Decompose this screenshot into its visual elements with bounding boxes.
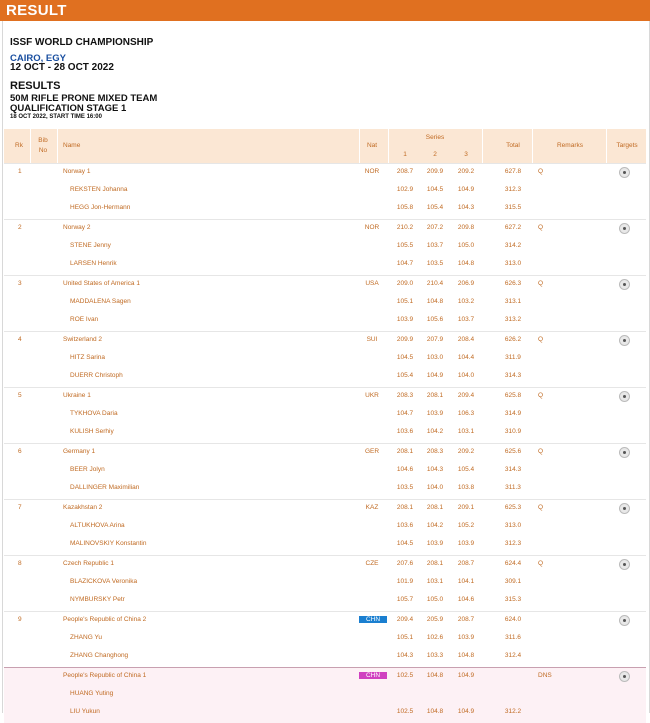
col-nat: Nat bbox=[366, 142, 378, 149]
series-1: 105.1 bbox=[396, 298, 414, 305]
member-name: MADDALENA Sagen bbox=[70, 298, 131, 305]
member-name: ZHANG Changhong bbox=[70, 652, 129, 659]
series-2: 104.2 bbox=[426, 522, 444, 529]
series-2: 102.6 bbox=[426, 634, 444, 641]
team-row bbox=[4, 556, 646, 574]
stage-name: QUALIFICATION STAGE 1 bbox=[10, 103, 127, 114]
total: 627.8 bbox=[504, 168, 522, 175]
target-icon[interactable] bbox=[619, 503, 630, 514]
series-3: 104.8 bbox=[457, 652, 475, 659]
series-1: 101.9 bbox=[396, 578, 414, 585]
series-1: 104.7 bbox=[396, 260, 414, 267]
col-series-1: 1 bbox=[403, 151, 407, 158]
col-targets: Targets bbox=[616, 142, 638, 149]
rank: 4 bbox=[18, 336, 22, 343]
series-2: 104.2 bbox=[426, 428, 444, 435]
total: 311.6 bbox=[505, 634, 521, 641]
result-title: RESULT bbox=[6, 2, 67, 19]
series-2: 103.9 bbox=[426, 410, 444, 417]
target-icon[interactable] bbox=[619, 335, 630, 346]
team-row bbox=[4, 220, 646, 238]
member-row bbox=[4, 238, 646, 256]
member-row bbox=[4, 592, 646, 610]
member-name: KULISH Serhiy bbox=[70, 428, 114, 435]
series-2: 103.1 bbox=[426, 578, 444, 585]
series-1: 208.7 bbox=[396, 168, 414, 175]
series-1: 103.9 bbox=[396, 316, 414, 323]
member-name: HITZ Sarina bbox=[70, 354, 106, 361]
team-row bbox=[4, 668, 646, 686]
member-row bbox=[4, 256, 646, 274]
member-row bbox=[4, 294, 646, 312]
series-1: 209.0 bbox=[396, 280, 414, 287]
series-1: 208.1 bbox=[396, 504, 414, 511]
team-name: United States of America 1 bbox=[63, 280, 140, 287]
series-2: 105.4 bbox=[426, 204, 444, 211]
series-3: 209.1 bbox=[457, 504, 475, 511]
total: 625.8 bbox=[504, 392, 522, 399]
series-2: 104.5 bbox=[426, 186, 444, 193]
member-name: DUERR Christoph bbox=[70, 372, 123, 379]
team-name: People's Republic of China 1 bbox=[63, 672, 147, 679]
series-2: 103.9 bbox=[426, 540, 444, 547]
member-name: ROE Ivan bbox=[70, 316, 99, 323]
team-group bbox=[4, 499, 646, 555]
team-row bbox=[4, 388, 646, 406]
series-3: 104.3 bbox=[457, 204, 475, 211]
results-heading: RESULTS bbox=[10, 80, 61, 92]
member-name: DALLINGER Maximilian bbox=[70, 484, 140, 491]
series-1: 105.8 bbox=[396, 204, 414, 211]
series-3: 103.9 bbox=[457, 634, 475, 641]
series-1: 208.1 bbox=[396, 448, 414, 455]
remarks: Q bbox=[538, 448, 544, 455]
series-3: 104.6 bbox=[457, 596, 475, 603]
team-row bbox=[4, 612, 646, 630]
col-total: Total bbox=[506, 142, 520, 149]
member-name: MALINOVSKIY Konstantin bbox=[70, 540, 147, 547]
series-1: 209.9 bbox=[396, 336, 414, 343]
total: 314.9 bbox=[504, 410, 522, 417]
member-name: HUANG Yuting bbox=[70, 690, 114, 697]
member-row bbox=[4, 200, 646, 218]
series-1: 104.6 bbox=[396, 466, 414, 473]
team-group bbox=[4, 331, 646, 387]
remarks: Q bbox=[538, 392, 544, 399]
series-1: 207.6 bbox=[396, 560, 414, 567]
team-group bbox=[4, 443, 646, 499]
team-row bbox=[4, 444, 646, 462]
series-2: 103.0 bbox=[426, 354, 444, 361]
series-3: 104.8 bbox=[457, 260, 475, 267]
target-icon[interactable] bbox=[619, 279, 630, 290]
remarks: Q bbox=[538, 504, 544, 511]
member-name: REKSTEN Johanna bbox=[70, 186, 128, 193]
series-3: 104.1 bbox=[457, 578, 475, 585]
series-3: 103.9 bbox=[457, 540, 475, 547]
team-group bbox=[4, 611, 646, 667]
target-icon[interactable] bbox=[619, 447, 630, 458]
championship-city: CAIRO, EGY bbox=[10, 53, 66, 64]
series-2: 104.8 bbox=[426, 298, 444, 305]
total: 314.3 bbox=[504, 372, 522, 379]
series-3: 206.9 bbox=[457, 280, 475, 287]
series-1: 103.6 bbox=[396, 428, 414, 435]
series-3: 104.9 bbox=[457, 672, 475, 679]
rank: 8 bbox=[18, 560, 22, 567]
series-1: 208.3 bbox=[396, 392, 414, 399]
rank: 9 bbox=[18, 616, 22, 623]
team-name: Kazakhstan 2 bbox=[63, 504, 103, 511]
series-1: 209.4 bbox=[396, 616, 414, 623]
event-name: 50M RIFLE PRONE MIXED TEAM bbox=[10, 93, 158, 104]
total: 625.6 bbox=[504, 448, 522, 455]
member-row bbox=[4, 686, 646, 704]
series-2: 205.9 bbox=[426, 616, 444, 623]
member-row bbox=[4, 480, 646, 498]
member-row bbox=[4, 312, 646, 330]
total: 314.3 bbox=[504, 466, 522, 473]
series-1: 103.6 bbox=[396, 522, 414, 529]
rank: 3 bbox=[18, 280, 22, 287]
target-icon[interactable] bbox=[619, 223, 630, 234]
series-2: 210.4 bbox=[426, 280, 444, 287]
team-row bbox=[4, 332, 646, 350]
series-2: 104.9 bbox=[426, 372, 444, 379]
total: 309.1 bbox=[504, 578, 522, 585]
nation: SUI bbox=[366, 336, 378, 343]
member-name: NYMBURSKY Petr bbox=[70, 596, 125, 603]
nation: NOR bbox=[364, 224, 380, 231]
member-name: BEER Jolyn bbox=[70, 466, 105, 473]
team-row bbox=[4, 276, 646, 294]
total: 624.0 bbox=[504, 616, 522, 623]
nation: USA bbox=[365, 280, 379, 287]
member-row bbox=[4, 518, 646, 536]
series-1: 105.7 bbox=[396, 596, 414, 603]
series-3: 208.7 bbox=[457, 560, 475, 567]
series-1: 105.5 bbox=[396, 242, 414, 249]
series-2: 104.0 bbox=[426, 484, 444, 491]
remarks: Q bbox=[538, 336, 544, 343]
remarks: Q bbox=[538, 560, 544, 567]
member-row bbox=[4, 536, 646, 554]
team-name: Germany 1 bbox=[63, 448, 96, 455]
col-bib-top: Bib bbox=[38, 137, 48, 144]
team-row bbox=[4, 500, 646, 518]
team-name: Ukraine 1 bbox=[63, 392, 91, 399]
target-icon[interactable] bbox=[619, 391, 630, 402]
series-3: 104.0 bbox=[457, 372, 475, 379]
member-row bbox=[4, 630, 646, 648]
series-2: 104.8 bbox=[426, 672, 444, 679]
total: 625.3 bbox=[504, 504, 522, 511]
series-3: 208.4 bbox=[457, 336, 475, 343]
series-3: 209.8 bbox=[457, 224, 475, 231]
series-1: 102.5 bbox=[396, 672, 414, 679]
series-2: 208.1 bbox=[426, 504, 444, 511]
series-3: 105.0 bbox=[457, 242, 475, 249]
series-1: 104.7 bbox=[396, 410, 414, 417]
team-group bbox=[4, 387, 646, 443]
total: 626.2 bbox=[504, 336, 522, 343]
series-3: 105.4 bbox=[457, 466, 475, 473]
table-header bbox=[4, 129, 646, 163]
series-2: 104.3 bbox=[426, 466, 444, 473]
nation: CHN bbox=[359, 672, 387, 679]
series-3: 209.2 bbox=[457, 168, 475, 175]
series-2: 104.8 bbox=[426, 708, 444, 715]
team-group bbox=[4, 275, 646, 331]
member-name: ZHANG Yu bbox=[70, 634, 103, 641]
team-name: Switzerland 2 bbox=[63, 336, 103, 343]
target-icon[interactable] bbox=[619, 167, 630, 178]
total: 313.0 bbox=[504, 260, 522, 267]
total: 314.2 bbox=[504, 242, 522, 249]
team-group bbox=[4, 163, 646, 219]
member-name: ALTUKHOVA Arina bbox=[70, 522, 125, 529]
series-2: 103.7 bbox=[426, 242, 444, 249]
nation: CZE bbox=[365, 560, 379, 567]
team-name: Norway 1 bbox=[63, 168, 91, 175]
member-name: STENE Jenny bbox=[70, 242, 111, 249]
nation: NOR bbox=[364, 168, 380, 175]
series-3: 104.9 bbox=[457, 186, 475, 193]
results-table bbox=[4, 163, 646, 723]
team-name: Czech Republic 1 bbox=[63, 560, 114, 567]
nation: GER bbox=[364, 448, 380, 455]
nation: UKR bbox=[365, 392, 379, 399]
series-2: 208.1 bbox=[426, 392, 444, 399]
col-rank: Rk bbox=[15, 142, 23, 149]
total: 626.3 bbox=[504, 280, 522, 287]
series-3: 103.1 bbox=[457, 428, 475, 435]
team-group bbox=[4, 667, 646, 723]
series-3: 209.2 bbox=[457, 448, 475, 455]
member-row bbox=[4, 406, 646, 424]
series-2: 103.5 bbox=[426, 260, 444, 267]
series-2: 209.9 bbox=[426, 168, 444, 175]
series-2: 208.1 bbox=[426, 560, 444, 567]
target-icon[interactable] bbox=[619, 671, 630, 682]
series-3: 104.4 bbox=[457, 354, 475, 361]
member-row bbox=[4, 182, 646, 200]
total: 315.5 bbox=[504, 204, 522, 211]
total: 624.4 bbox=[504, 560, 522, 567]
series-1: 102.9 bbox=[396, 186, 414, 193]
member-row bbox=[4, 424, 646, 442]
series-2: 103.3 bbox=[426, 652, 444, 659]
member-row bbox=[4, 462, 646, 480]
remarks: Q bbox=[538, 168, 544, 175]
rank: 7 bbox=[18, 504, 22, 511]
rank: 6 bbox=[18, 448, 22, 455]
member-row bbox=[4, 574, 646, 592]
team-group bbox=[4, 555, 646, 611]
series-2: 105.6 bbox=[426, 316, 444, 323]
series-3: 208.7 bbox=[457, 616, 475, 623]
series-1: 104.5 bbox=[396, 540, 414, 547]
member-name: BLAZICKOVA Veronika bbox=[70, 578, 138, 585]
total: 313.1 bbox=[504, 298, 522, 305]
member-name: TYKHOVA Daria bbox=[70, 410, 118, 417]
total: 313.0 bbox=[504, 522, 522, 529]
total: 312.2 bbox=[504, 708, 522, 715]
total: 311.9 bbox=[505, 354, 521, 361]
series-2: 208.3 bbox=[426, 448, 444, 455]
total: 315.3 bbox=[504, 596, 522, 603]
series-1: 210.2 bbox=[396, 224, 414, 231]
nation: CHN bbox=[359, 616, 387, 623]
series-3: 106.3 bbox=[457, 410, 475, 417]
series-1: 105.4 bbox=[396, 372, 414, 379]
rank: 2 bbox=[18, 224, 22, 231]
total: 310.9 bbox=[504, 428, 522, 435]
series-3: 103.2 bbox=[457, 298, 475, 305]
result-title-bar bbox=[0, 0, 650, 21]
remarks: DNS bbox=[538, 672, 552, 679]
total: 312.3 bbox=[504, 540, 522, 547]
series-1: 103.5 bbox=[396, 484, 414, 491]
col-series-2: 2 bbox=[433, 151, 437, 158]
col-bib-bottom: No bbox=[38, 147, 48, 154]
team-name: Norway 2 bbox=[63, 224, 91, 231]
championship-dates: 12 OCT - 28 OCT 2022 bbox=[10, 62, 114, 73]
rank: 1 bbox=[18, 168, 22, 175]
series-2: 207.2 bbox=[426, 224, 444, 231]
series-3: 104.9 bbox=[457, 708, 475, 715]
nation: KAZ bbox=[365, 504, 379, 511]
member-name: LARSEN Henrik bbox=[70, 260, 117, 267]
total: 311.3 bbox=[505, 484, 521, 491]
col-series-3: 3 bbox=[464, 151, 468, 158]
team-group bbox=[4, 219, 646, 275]
series-3: 209.4 bbox=[457, 392, 475, 399]
championship-name: ISSF WORLD CHAMPIONSHIP bbox=[10, 37, 154, 48]
series-3: 103.7 bbox=[457, 316, 475, 323]
member-row bbox=[4, 648, 646, 666]
team-row bbox=[4, 164, 646, 182]
col-series: Series bbox=[425, 134, 445, 141]
team-name: People's Republic of China 2 bbox=[63, 616, 147, 623]
series-1: 104.5 bbox=[396, 354, 414, 361]
series-1: 105.1 bbox=[396, 634, 414, 641]
series-1: 102.5 bbox=[396, 708, 414, 715]
member-name: LIU Yukun bbox=[70, 708, 100, 715]
total: 312.4 bbox=[504, 652, 522, 659]
member-row bbox=[4, 704, 646, 722]
target-icon[interactable] bbox=[619, 615, 630, 626]
col-name: Name bbox=[63, 142, 81, 149]
series-1: 104.3 bbox=[396, 652, 414, 659]
series-2: 207.9 bbox=[426, 336, 444, 343]
remarks: Q bbox=[538, 280, 544, 287]
total: 313.2 bbox=[504, 316, 522, 323]
remarks: Q bbox=[538, 224, 544, 231]
total: 627.2 bbox=[504, 224, 522, 231]
member-row bbox=[4, 368, 646, 386]
series-3: 103.8 bbox=[457, 484, 475, 491]
member-name: HEGG Jon-Hermann bbox=[70, 204, 131, 211]
col-remarks: Remarks bbox=[556, 142, 583, 149]
rank: 5 bbox=[18, 392, 22, 399]
series-3: 105.2 bbox=[457, 522, 475, 529]
target-icon[interactable] bbox=[619, 559, 630, 570]
series-2: 105.0 bbox=[426, 596, 444, 603]
member-row bbox=[4, 350, 646, 368]
championship-title bbox=[10, 32, 153, 50]
start-time: 18 OCT 2022, START TIME 16:00 bbox=[10, 114, 102, 120]
total: 312.3 bbox=[504, 186, 522, 193]
